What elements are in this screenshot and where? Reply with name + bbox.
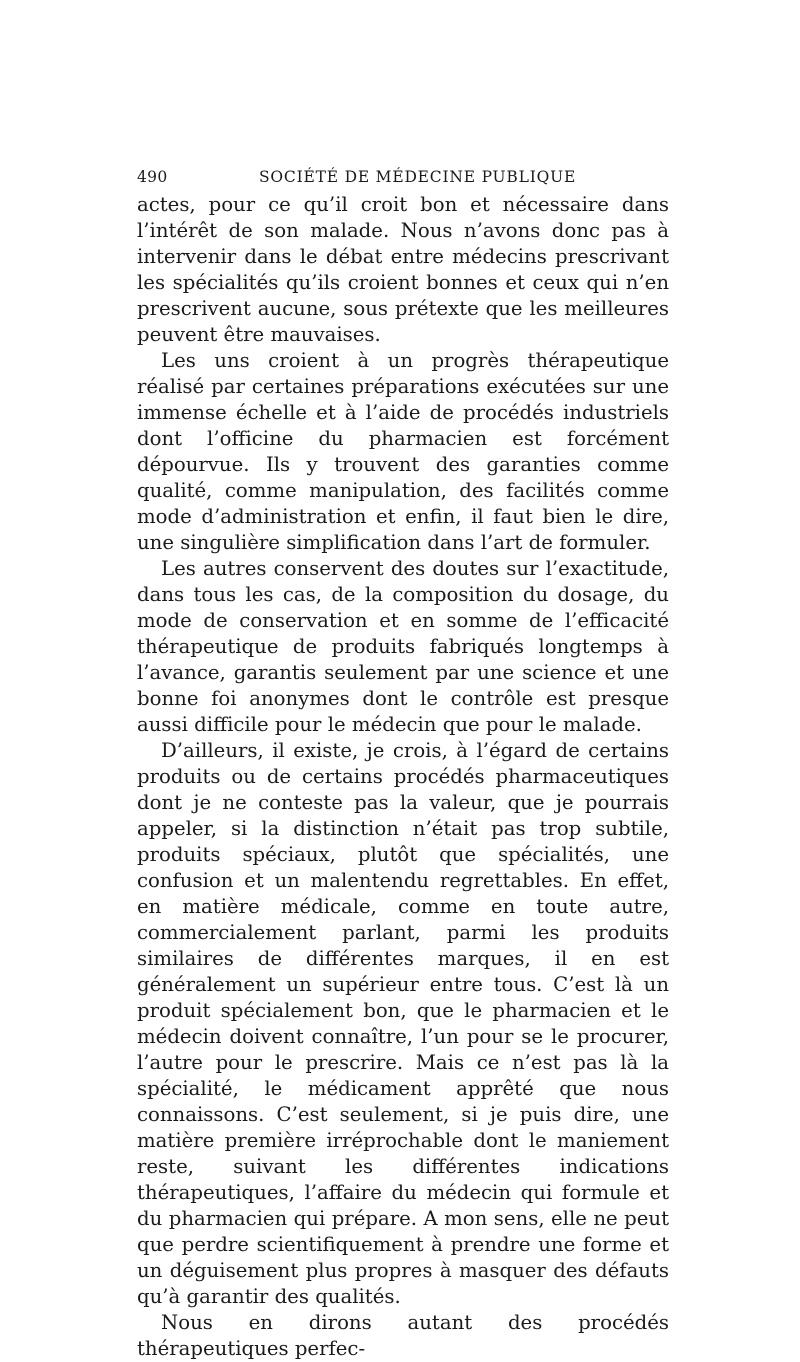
paragraph-les-uns: Les uns croient à un progrès thérapeutique réalisé par certaines préparations exécutées sur une immense échelle et à l’aide de procédés industriels dont l’officine du pharmacien est forcément dépourvue. Ils y trouvent des garanties comme qualité, comme manipulation, des facilités comme mode d’administration et enfin, il faut bien le dire, une singulière simplification dans l’art de formuler. <box>137 349 669 554</box>
paragraph-continuation: actes, pour ce qu’il croit bon et nécessaire dans l’intérêt de son malade. Nous n’avons donc pas à intervenir dans le débat entre médecins prescrivant les spécialités qu’ils croient bonnes et ceux qui n’en prescrivent aucune, sous prétexte que les meilleures peuvent être mauvaises. <box>137 193 669 346</box>
running-title: SOCIÉTÉ DE MÉDECINE PUBLIQUE <box>259 168 577 186</box>
book-page <box>137 164 669 1362</box>
body-text <box>137 192 669 1362</box>
paragraph-nous-en-dirons: Nous en dirons autant des procédés thérapeutiques perfec- <box>137 1311 669 1360</box>
paragraph-dailleurs: D’ailleurs, il existe, je crois, à l’égard de certains produits ou de certains procédés pharmaceutiques dont je ne conteste pas la valeur, que je pourrais appeler, si la distinction n’était pas trop subtile, produits spéciaux, plutôt que spécialités, une confusion et un malentendu regrettables. En effet, en matière médicale, comme en toute autre, commercialement parlant, parmi les produits similaires de différentes marques, il en est généralement un supérieur entre tous. C’est là un produit spécialement bon, que le pharmacien et le médecin doivent connaître, l’un pour se le procurer, l’autre pour le prescrire. Mais ce n’est pas là la spécialité, le médicament apprêté que nous connaissons. C’est seulement, si je puis dire, une matière première irréprochable dont le maniement reste, suivant les différentes indications thérapeutiques, l’affaire du médecin qui formule et du pharmacien qui prépare. A mon sens, elle ne peut que perdre scientifiquement à prendre une forme et un déguisement plus propres à masquer des défauts qu’à garantir des qualités. <box>137 739 669 1308</box>
running-head <box>137 164 669 190</box>
paragraph-les-autres: Les autres conservent des doutes sur l’exactitude, dans tous les cas, de la composition du dosage, du mode de conservation et en somme de l’efficacité thérapeutique de produits fabriqués longtemps à l’avance, garantis seulement par une science et une bonne foi anonymes dont le contrôle est presque aussi difficile pour le médecin que pour le malade. <box>137 557 669 736</box>
page-number: 490 <box>137 168 168 186</box>
